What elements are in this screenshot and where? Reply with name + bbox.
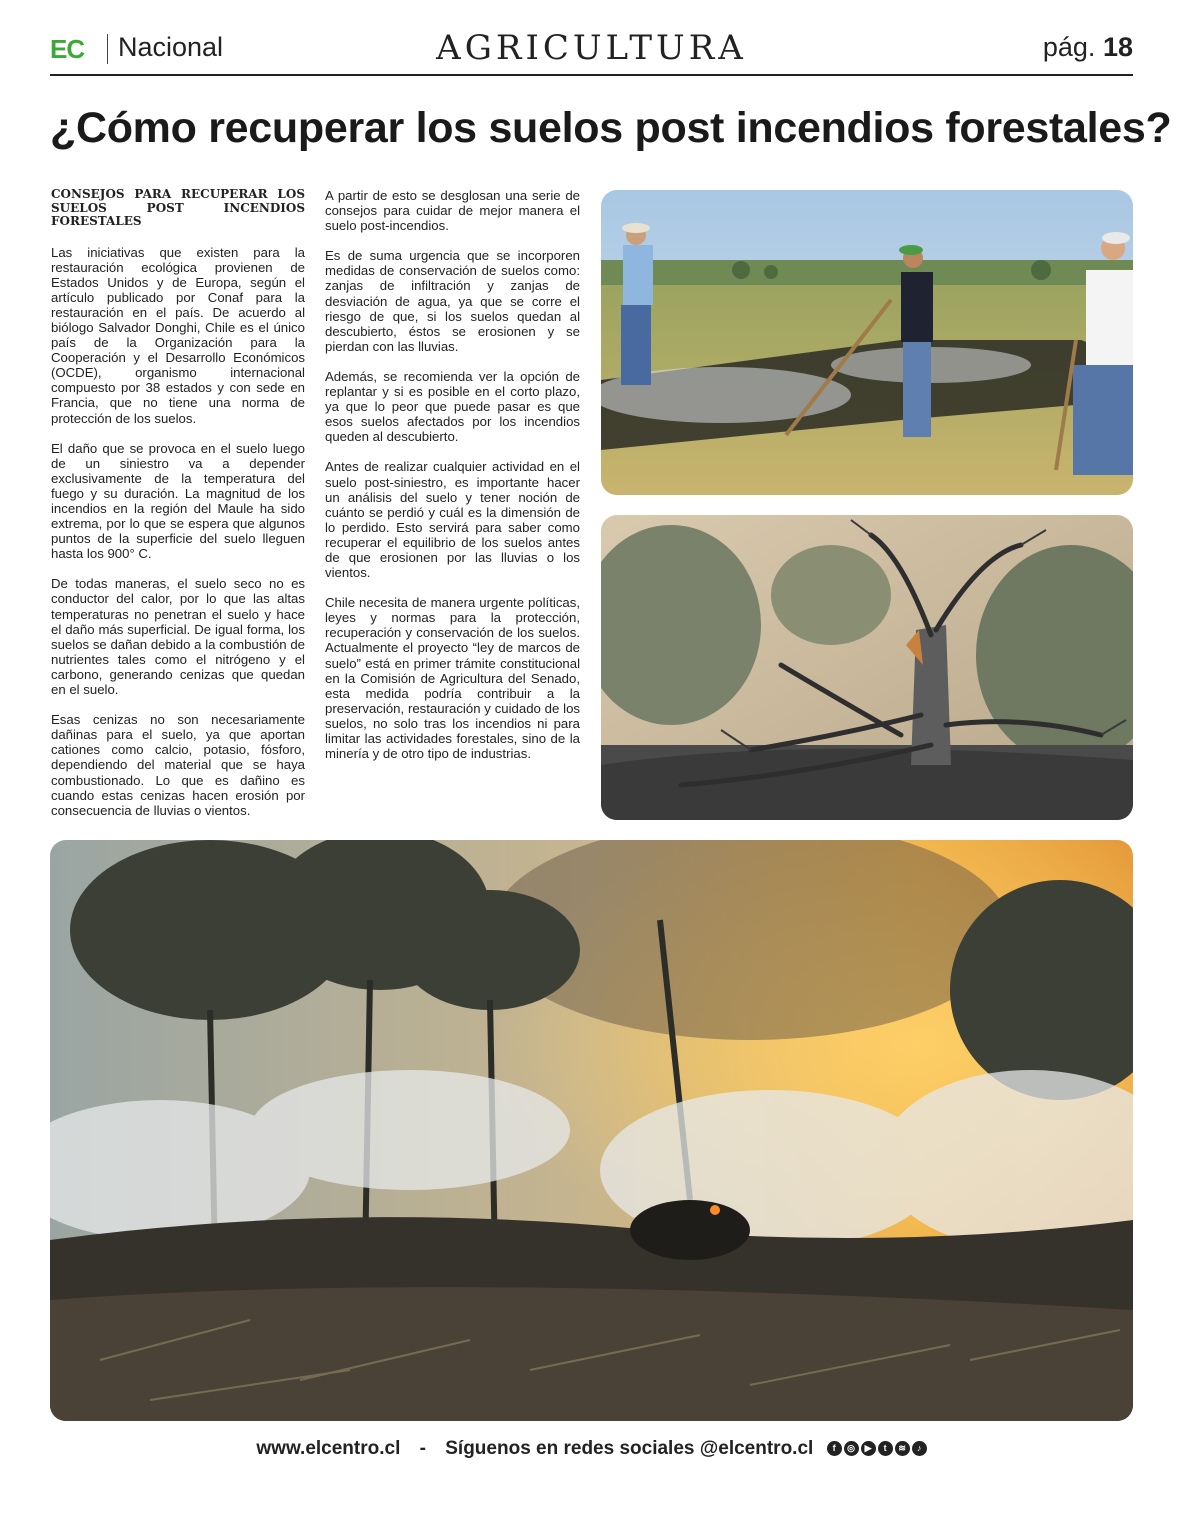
page-footer (0, 1438, 1185, 1460)
article-kicker: CONSEJOS PARA RECUPERAR LOS SUELOS POST INCENDIOS FORESTALES (51, 187, 305, 228)
article-column-1 (51, 188, 305, 833)
footer-separator: - (419, 1438, 426, 1460)
paragraph: De todas maneras, el suelo seco no es conductor del calor, por lo que las altas temperaturas no penetran el suelo y hace el daño más superficial. De igual forma, los suelos se dañan debido a la combustión de nutrientes tales como el nitrógeno y el carbono, generando cenizas que quedan en el suelo. (51, 576, 305, 698)
article-column-2 (325, 188, 580, 776)
instagram-icon[interactable]: ◎ (844, 1441, 859, 1456)
paragraph: Chile necesita de manera urgente políticas, leyes y normas para la protección, recuperación y conservación de los suelos. Actualmente el proyecto “ley de marcos de suelo” está en primer trámite constitucional en la Comisión de Agricultura del Senado, esta medida podría contribuir a la preservación, restauración y cuidado de los suelos, no solo tras los incendios ni para limitar las actividades forestales, sino de la minería y de otro tipo de industrias. (325, 595, 580, 762)
website-link[interactable]: www.elcentro.cl (256, 1438, 401, 1460)
photo-wildfire-smoke (50, 840, 1133, 1421)
page-header (50, 28, 1133, 76)
facebook-icon[interactable]: f (827, 1441, 842, 1456)
social-text: Síguenos en redes sociales @elcentro.cl (445, 1438, 814, 1460)
paragraph: Además, se recomienda ver la opción de replantar y si es posible en el corto plazo, ya que lo peor que puede pasar es que esos suelos afectados por los incendios queden al descubierto. (325, 368, 580, 445)
spotify-icon[interactable]: ≋ (895, 1441, 910, 1456)
page-number-value: 18 (1102, 32, 1133, 62)
photo-farmers-burned-field (601, 190, 1133, 495)
tiktok-icon[interactable]: ♪ (912, 1441, 927, 1456)
logo[interactable]: EC (50, 34, 85, 64)
page-number (1043, 32, 1133, 63)
category-title: AGRICULTURA (436, 28, 747, 68)
section-label: Nacional (118, 32, 224, 62)
paragraph: Es de suma urgencia que se incorporen medidas de conservación de suelos como: zanjas de infiltración y zanjas de desviación de agua, ya que se corre el riesgo de que, si los suelos quedan al descubierto, éstos se erosionen y se pierdan con las lluvias. (325, 248, 580, 354)
paragraph: A partir de esto se desglosan una serie de consejos para cuidar de mejor manera el suelo post-incendios. (325, 188, 580, 234)
photo-burned-tree (601, 515, 1133, 820)
paragraph: El daño que se provoca en el suelo luego de un siniestro va a depender exclusivamente de la temperatura del fuego y su duración. La magnitud de los incendios en la región del Maule ha sido extrema, por lo que se espera que algunos puntos de la superficie del suelo lleguen hasta los 900° C. (51, 440, 305, 562)
page-prefix: pág. (1042, 32, 1096, 62)
twitter-icon[interactable]: t (878, 1441, 893, 1456)
paragraph: Esas cenizas no son necesariamente dañinas para el suelo, ya que aportan cationes como calcio, potasio, fósforo, dependiendo del material que se haya combustionado. Lo que es dañino es cuando estas cenizas hacen erosión por consecuencia de lluvias o vientos. (51, 712, 305, 818)
social-icons (827, 1438, 929, 1460)
paragraph: Antes de realizar cualquier actividad en el suelo post-siniestro, es importante hacer un análisis del suelo y tener noción de cuánto se perdió y cuál es la dimensión de lo perdido. Esto servirá para saber como recuperar el equilibrio de los suelos antes de que erosionen por las lluvias o los vientos. (325, 459, 580, 581)
article-headline: ¿Cómo recuperar los suelos post incendios forestales? (50, 104, 1172, 152)
paragraph: Las iniciativas que existen para la restauración ecológica provienen de Estados Unidos y de Europa, según el artículo publicado por Conaf para la restauración en el país. De acuerdo al biólogo Salvador Donghi, Chile es el único país de la Organización para la Cooperación y el Desarrollo Económicos (OCDE), organismo internacional compuesto por 38 estados y con sede en Francia, que no tiene una norma de protección de los suelos. (51, 244, 305, 426)
youtube-icon[interactable]: ▶ (861, 1441, 876, 1456)
